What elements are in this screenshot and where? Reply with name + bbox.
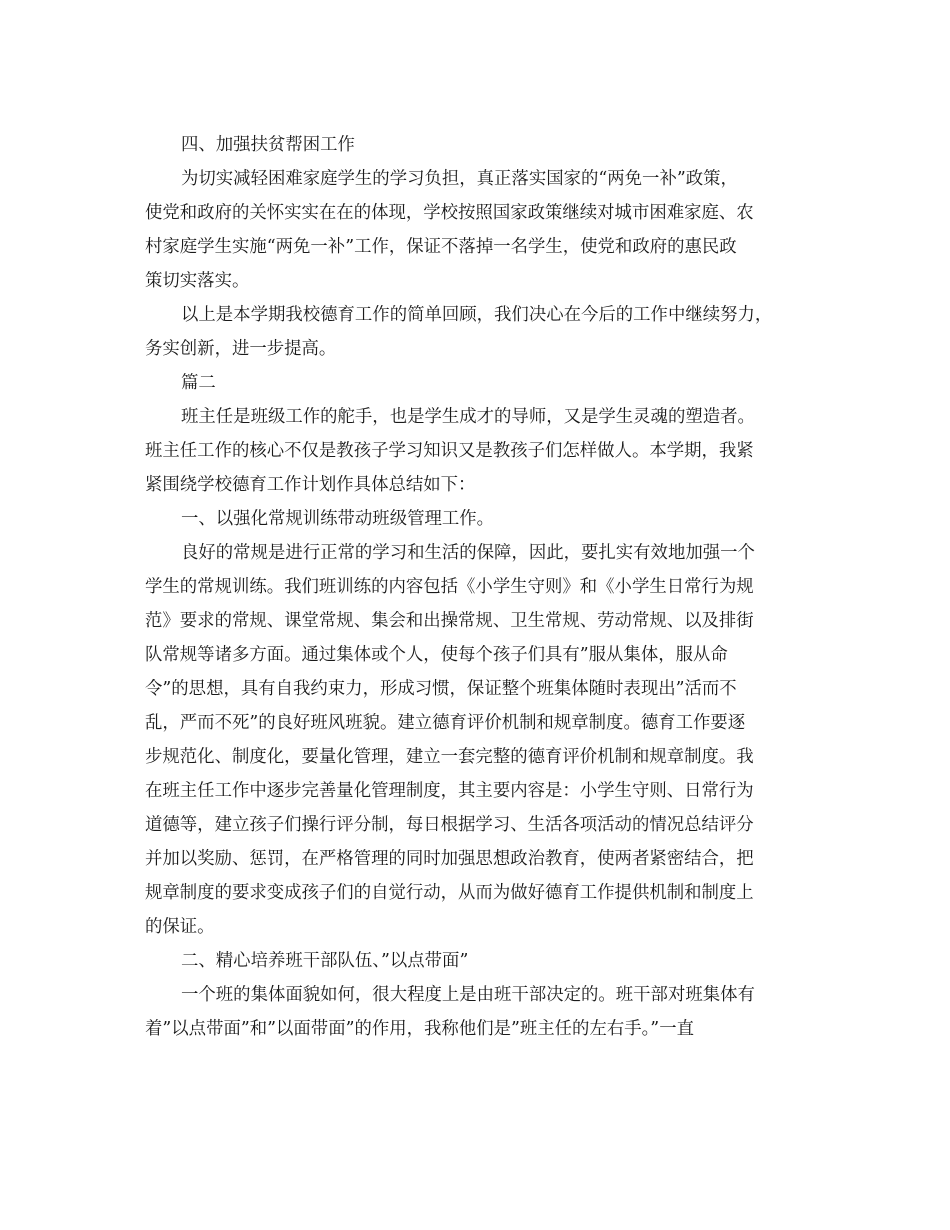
text-line: 队常规等诸多方面。通过集体或个人，使每个孩子们具有”服从集体，服从命 bbox=[145, 645, 728, 665]
text-line: 一个班的集体面貌如何，很大程度上是由班干部决定的。班干部对班集体有 bbox=[181, 985, 755, 1005]
document-page bbox=[145, 128, 807, 1046]
text-line: 使党和政府的关怀实实在在的体现，学校按照国家政策继续对城市困难家庭、农 bbox=[145, 203, 754, 223]
text-line: 道德等，建立孩子们操行评分制，每日根据学习、生活各项活动的情况总结评分 bbox=[145, 815, 754, 835]
text-line: 四、加强扶贫帮困工作 bbox=[181, 135, 355, 155]
text-line: 务实创新，进一步提高。 bbox=[145, 339, 337, 359]
text-line: 乱，严而不死”的良好班风班貌。建立德育评价机制和规章制度。德育工作要逐 bbox=[145, 713, 746, 733]
text-line: 班主任是班级工作的舵手，也是学生成才的导师，又是学生灵魂的塑造者。 bbox=[181, 407, 755, 427]
text-line: 令”的思想，具有自我约束力，形成习惯，保证整个班集体随时表现出”活而不 bbox=[145, 679, 737, 699]
text-line: 以上是本学期我校德育工作的简单回顾，我们决心在今后的工作中继续努力， bbox=[181, 305, 773, 325]
text-line: 在班主任工作中逐步完善量化管理制度，其主要内容是：小学生守则、日常行为 bbox=[145, 781, 754, 801]
text-line: 的保证。 bbox=[145, 917, 215, 937]
text-line: 良好的常规是进行正常的学习和生活的保障，因此，要扎实有效地加强一个 bbox=[181, 543, 755, 563]
text-line: 篇二 bbox=[181, 373, 216, 393]
text-line: 为切实减轻困难家庭学生的学习负担，真正落实国家的“两免一补”政策， bbox=[181, 169, 738, 189]
text-line: 规章制度的要求变成孩子们的自觉行动，从而为做好德育工作提供机制和制度上 bbox=[145, 883, 754, 903]
text-line: 一、以强化常规训练带动班级管理工作。 bbox=[181, 509, 495, 529]
text-line: 着”以点带面”和”以面带面”的作用，我称他们是”班主任的左右手。”一直 bbox=[145, 1019, 694, 1039]
text-line: 步规范化、制度化，要量化管理，建立一套完整的德育评价机制和规章制度。我 bbox=[145, 747, 754, 767]
text-line: 紧围绕学校德育工作计划作具体总结如下： bbox=[145, 475, 476, 495]
text-line: 并加以奖励、惩罚，在严格管理的同时加强思想政治教育，使两者紧密结合，把 bbox=[145, 849, 754, 869]
text-line: 村家庭学生实施“两免一补”工作，保证不落掉一名学生，使党和政府的惠民政 bbox=[145, 237, 737, 257]
text-line: 学生的常规训练。我们班训练的内容包括《小学生守则》和《小学生日常行为规 bbox=[145, 577, 754, 597]
text-line: 策切实落实。 bbox=[145, 271, 250, 291]
text-line: 范》要求的常规、课堂常规、集会和出操常规、卫生常规、劳动常规、以及排街 bbox=[145, 611, 754, 631]
text-line: 班主任工作的核心不仅是教孩子学习知识又是教孩子们怎样做人。本学期，我紧 bbox=[145, 441, 754, 461]
text-line: 二、精心培养班干部队伍、”以点带面” bbox=[181, 951, 469, 971]
